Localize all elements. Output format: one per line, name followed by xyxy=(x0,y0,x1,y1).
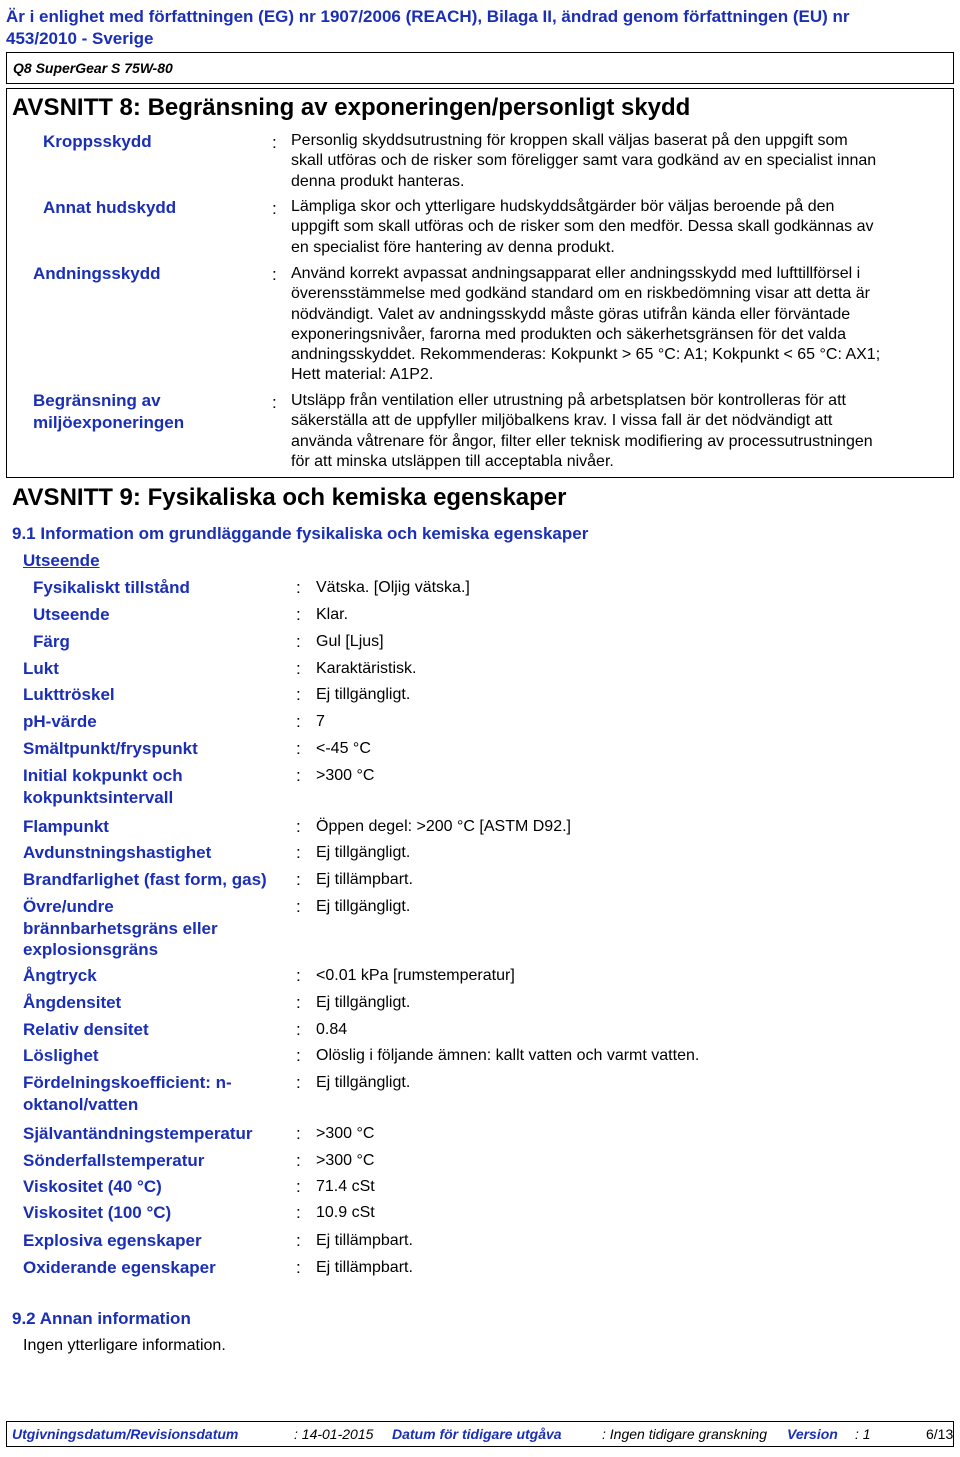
text-line: för att minska utsläppen till acceptabla nivåer. xyxy=(291,452,614,470)
page-number: 6/13 xyxy=(926,1426,954,1442)
text-line: nödvändigt. Valet av andningsskydd måste göras utifrån kända eller förväntade xyxy=(291,305,851,323)
property-value: Ej tillämpbart. xyxy=(316,1232,413,1249)
colon: : xyxy=(272,199,277,218)
property-label: Smältpunkt/fryspunkt xyxy=(23,739,198,758)
colon: : xyxy=(296,966,301,985)
product-name-box xyxy=(6,52,954,84)
property-value: <0.01 kPa [rumstemperatur] xyxy=(316,967,515,984)
property-value: Ej tillgängligt. xyxy=(316,898,411,915)
property-label-line: Initial kokpunkt och xyxy=(23,766,183,785)
property-label: Självantändningstemperatur xyxy=(23,1124,253,1143)
text-line: en specialist före hantering av denna produkt. xyxy=(291,238,615,256)
subsection-9-1-heading: 9.1 Information om grundläggande fysikaliska och kemiska egenskaper xyxy=(12,524,589,543)
property-value: Gul [Ljus] xyxy=(316,633,384,650)
property-label: Lukt xyxy=(23,659,59,678)
colon: : xyxy=(296,578,301,597)
text-line: denna produkt hanteras. xyxy=(291,172,465,190)
property-label-line: explosionsgräns xyxy=(23,940,159,959)
colon: : xyxy=(296,843,301,862)
label-kroppsskydd: Kroppsskydd xyxy=(43,132,152,151)
label-line: Begränsning av xyxy=(33,391,161,410)
property-label: Viskositet (100 °C) xyxy=(23,1203,172,1222)
property-label: Oxiderande egenskaper xyxy=(23,1258,216,1277)
property-label-line: Fördelningskoefficient: n- xyxy=(23,1073,232,1092)
colon: : xyxy=(296,739,301,758)
property-label: Sönderfallstemperatur xyxy=(23,1151,205,1170)
colon: : xyxy=(296,685,301,704)
property-label: Färg xyxy=(33,632,70,651)
text-line: använda våtrenare för ångor, filter eller teknisk modifiering av processutrustningen xyxy=(291,432,873,450)
property-label xyxy=(23,896,218,961)
colon: : xyxy=(296,1203,301,1222)
property-label-line: brännbarhetsgräns eller xyxy=(23,918,218,938)
property-label: Viskositet (40 °C) xyxy=(23,1177,162,1196)
property-label xyxy=(23,765,183,808)
label-line: miljöexponeringen xyxy=(33,413,185,432)
property-label: Utseende xyxy=(33,605,110,624)
colon: : xyxy=(296,659,301,678)
property-value: 10.9 cSt xyxy=(316,1204,375,1221)
subsection-9-2-heading: 9.2 Annan information xyxy=(12,1309,191,1328)
section-8-title: AVSNITT 8: Begränsning av exponeringen/personligt skydd xyxy=(12,94,691,121)
issue-date-value: : 14-01-2015 xyxy=(294,1426,374,1442)
text-line: exponeringsnivåer, farorna med produkten och säkerhetsgränsen för det valda xyxy=(291,325,847,343)
property-label xyxy=(23,1072,232,1115)
property-value: >300 °C xyxy=(316,1152,375,1169)
version-label: Version xyxy=(787,1426,838,1442)
colon: : xyxy=(296,817,301,836)
property-value: Klar. xyxy=(316,606,349,623)
property-label-line: oktanol/vatten xyxy=(23,1094,139,1114)
property-value: 0.84 xyxy=(316,1021,348,1038)
property-value: Ej tillämpbart. xyxy=(316,1259,413,1276)
colon: : xyxy=(296,766,301,785)
colon: : xyxy=(296,870,301,889)
text-line: Hett material: A1P2. xyxy=(291,366,434,384)
regulation-line-1: Är i enlighet med författningen (EG) nr 1907/2006 (REACH), Bilaga II, ändrad genom författningen (EU) nr xyxy=(6,7,850,26)
property-value: Ej tillgängligt. xyxy=(316,686,411,703)
property-label: Relativ densitet xyxy=(23,1020,149,1039)
property-label: Ångdensitet xyxy=(23,993,122,1012)
colon: : xyxy=(272,265,277,284)
colon: : xyxy=(296,1046,301,1065)
property-label: Lukttröskel xyxy=(23,685,115,704)
property-value: Vätska. [Oljig vätska.] xyxy=(316,579,470,596)
product-name: Q8 SuperGear S 75W-80 xyxy=(13,60,173,76)
property-value: Ej tillgängligt. xyxy=(316,994,411,1011)
property-value: Ej tillgängligt. xyxy=(316,1074,411,1091)
colon: : xyxy=(296,605,301,624)
text-kroppsskydd xyxy=(291,131,876,192)
property-value: >300 °C xyxy=(316,1125,375,1142)
property-label: Flampunkt xyxy=(23,817,109,836)
text-line: säkerställa att de uppfyller miljöbalkens krav. I vissa fall är det nödvändigt att xyxy=(291,412,833,430)
property-label-line: Övre/undre xyxy=(23,897,114,916)
text-line: Använd korrekt avpassat andningsapparat eller andningsskydd med lufttillförsel i xyxy=(291,265,861,282)
text-line: Lämpliga skor och ytterligare hudskyddsåtgärder bör väljas beroende på den xyxy=(291,198,835,215)
property-label: pH-värde xyxy=(23,712,97,731)
text-line: uppgift som skall utföras och de risker som den medför. Dessa skall godkännas av xyxy=(291,218,874,236)
text-line: skall utföras och de risker som föreligger samt vara godkänd av en specialist innan xyxy=(291,152,877,170)
property-value: <-45 °C xyxy=(316,740,371,757)
label-begransning-miljo xyxy=(33,390,184,434)
regulation-title xyxy=(6,6,946,50)
colon: : xyxy=(272,133,277,152)
property-value: Karaktäristisk. xyxy=(316,660,417,677)
text-line: Utsläpp från ventilation eller utrustning på arbetsplatsen bör kontrolleras för att xyxy=(291,392,846,409)
version-value: : 1 xyxy=(855,1426,871,1442)
property-value: 7 xyxy=(316,713,325,730)
text-annat-hudskydd xyxy=(291,197,874,258)
text-begransning-miljo xyxy=(291,391,873,472)
colon: : xyxy=(296,1258,301,1277)
other-information-text: Ingen ytterligare information. xyxy=(23,1337,226,1354)
previous-date-label: Datum för tidigare utgåva xyxy=(392,1426,562,1442)
colon: : xyxy=(296,1124,301,1143)
property-label: Fysikaliskt tillstånd xyxy=(33,578,190,597)
property-label: Explosiva egenskaper xyxy=(23,1231,202,1250)
section-9-title: AVSNITT 9: Fysikaliska och kemiska egenskaper xyxy=(12,484,567,511)
property-value: Ej tillgängligt. xyxy=(316,844,411,861)
issue-date-label: Utgivningsdatum/Revisionsdatum xyxy=(12,1426,239,1442)
property-label: Ångtryck xyxy=(23,966,97,985)
property-value: 71.4 cSt xyxy=(316,1178,375,1195)
colon: : xyxy=(296,1151,301,1170)
colon: : xyxy=(296,712,301,731)
colon: : xyxy=(296,632,301,651)
property-label: Brandfarlighet (fast form, gas) xyxy=(23,870,267,889)
text-line: Personlig skyddsutrustning för kroppen skall väljas baserat på den uppgift som xyxy=(291,132,848,149)
property-label: Avdunstningshastighet xyxy=(23,843,212,862)
colon: : xyxy=(296,1020,301,1039)
colon: : xyxy=(296,1073,301,1092)
property-value: Ej tillämpbart. xyxy=(316,871,413,888)
colon: : xyxy=(272,393,277,412)
label-annat-hudskydd: Annat hudskydd xyxy=(43,198,177,217)
colon: : xyxy=(296,897,301,916)
colon: : xyxy=(296,993,301,1012)
property-label-line: kokpunktsintervall xyxy=(23,787,174,807)
property-value: Öppen degel: >200 °C [ASTM D92.] xyxy=(316,818,571,835)
property-label: Löslighet xyxy=(23,1046,99,1065)
previous-date-value: : Ingen tidigare granskning xyxy=(602,1426,767,1442)
property-value: Olöslig i följande ämnen: kallt vatten och varmt vatten. xyxy=(316,1047,700,1064)
label-andningsskydd: Andningsskydd xyxy=(33,264,161,283)
text-andningsskydd xyxy=(291,264,880,386)
colon: : xyxy=(296,1231,301,1250)
regulation-line-2: 453/2010 - Sverige xyxy=(6,29,154,48)
property-value: >300 °C xyxy=(316,767,375,784)
text-line: andningsskyddet. Rekommenderas: Kokpunkt > 65 °C: A1; Kokpunkt < 65 °C: AX1; xyxy=(291,346,881,364)
colon: : xyxy=(296,1177,301,1196)
appearance-heading: Utseende xyxy=(23,551,100,570)
text-line: överensstämmelse med godkänd standard om en riskbedömning visar att detta är xyxy=(291,285,870,303)
